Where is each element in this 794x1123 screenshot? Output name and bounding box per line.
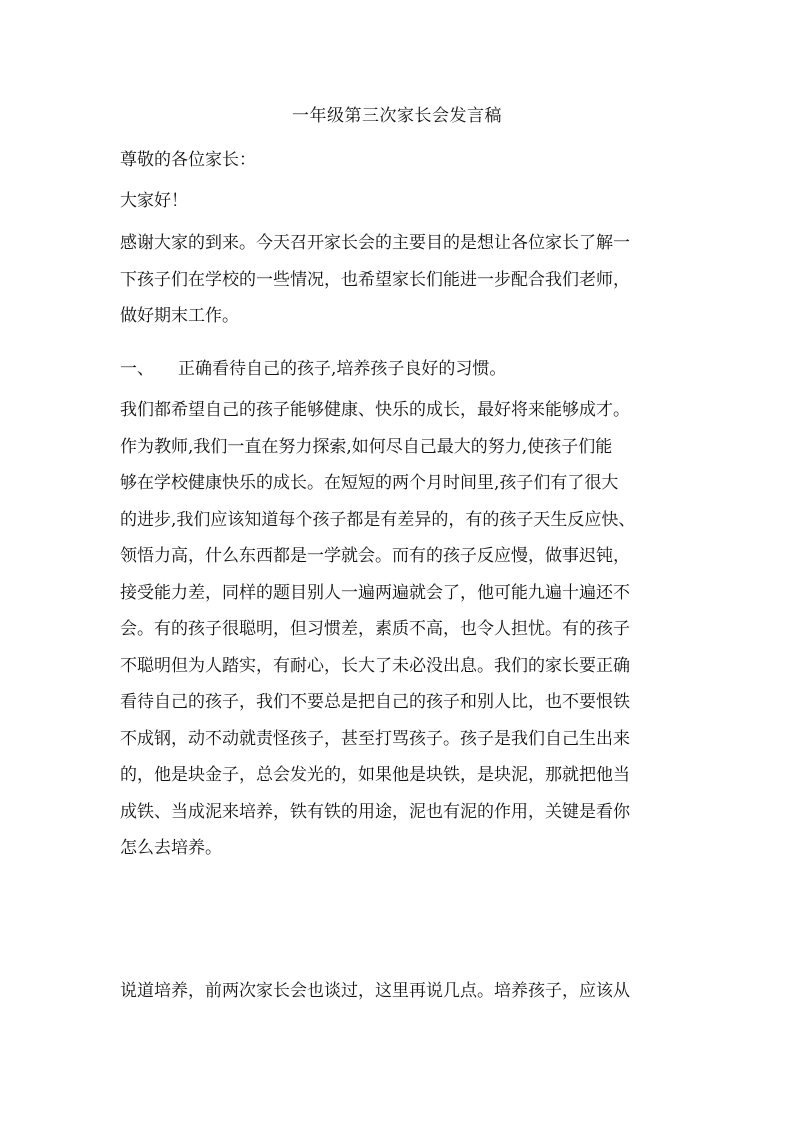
salutation: 尊敬的各位家长： (120, 150, 256, 170)
paragraph-line: 会。有的孩子很聪明，但习惯差，素质不高，也令人担忧。有的孩子 (120, 619, 630, 639)
greeting: 大家好！ (120, 191, 188, 211)
section-paragraph (120, 396, 680, 871)
paragraph-line: 说道培养，前两次家长会也谈过，这里再说几点。培养孩子，应该从 (120, 981, 630, 1001)
intro-paragraph (120, 229, 680, 339)
paragraph-line: 看待自己的孩子，我们不要总是把自己的孩子和别人比，也不要恨铁 (120, 692, 630, 712)
paragraph-line: 成铁、当成泥来培养，铁有铁的用途，泥也有泥的作用，关键是看你 (120, 801, 630, 822)
paragraph-line: 的进步,我们应该知道每个孩子都是有差异的，有的孩子天生反应快、 (120, 509, 636, 530)
paragraph-line: 不聪明但为人踏实，有耐心，长大了未必没出息。我们的家长要正确 (120, 655, 630, 676)
document-title: 一年级第三次家长会发言稿 (292, 106, 502, 126)
paragraph-line: 的，他是块金子，总会发光的，如果他是块铁，是块泥，那就把他当 (120, 765, 630, 785)
paragraph-line: 感谢大家的到来。今天召开家长会的主要目的是想让各位家长了解一 (120, 233, 630, 253)
section-number: 一、 (120, 359, 154, 379)
section-heading (120, 355, 680, 384)
section-heading-text: 正确看待自己的孩子,培养孩子良好的习惯。 (178, 359, 507, 379)
paragraph-line: 接受能力差，同样的题目别人一遍两遍就会了，他可能九遍十遍还不 (120, 582, 630, 603)
paragraph-line: 领悟力高，什么东西都是一学就会。而有的孩子反应慢，做事迟钝， (120, 546, 630, 566)
paragraph-line: 怎么去培养。 (120, 838, 222, 858)
paragraph-line: 做好期末工作。 (120, 306, 239, 326)
paragraph-line: 下孩子们在学校的一些情况，也希望家长们能进一步配合我们老师， (120, 269, 630, 290)
paragraph-line: 我们都希望自己的孩子能够健康、快乐的成长，最好将来能够成才。 (120, 400, 630, 420)
paragraph-line: 作为教师,我们一直在努力探索,如何尽自己最大的努力,使孩子们能 (120, 436, 613, 457)
paragraph-line: 够在学校健康快乐的成长。在短短的两个月时间里,孩子们有了很大 (120, 473, 619, 493)
paragraph-line: 不成钢，动不动就责怪孩子，甚至打骂孩子。孩子是我们自己生出来 (120, 728, 630, 749)
